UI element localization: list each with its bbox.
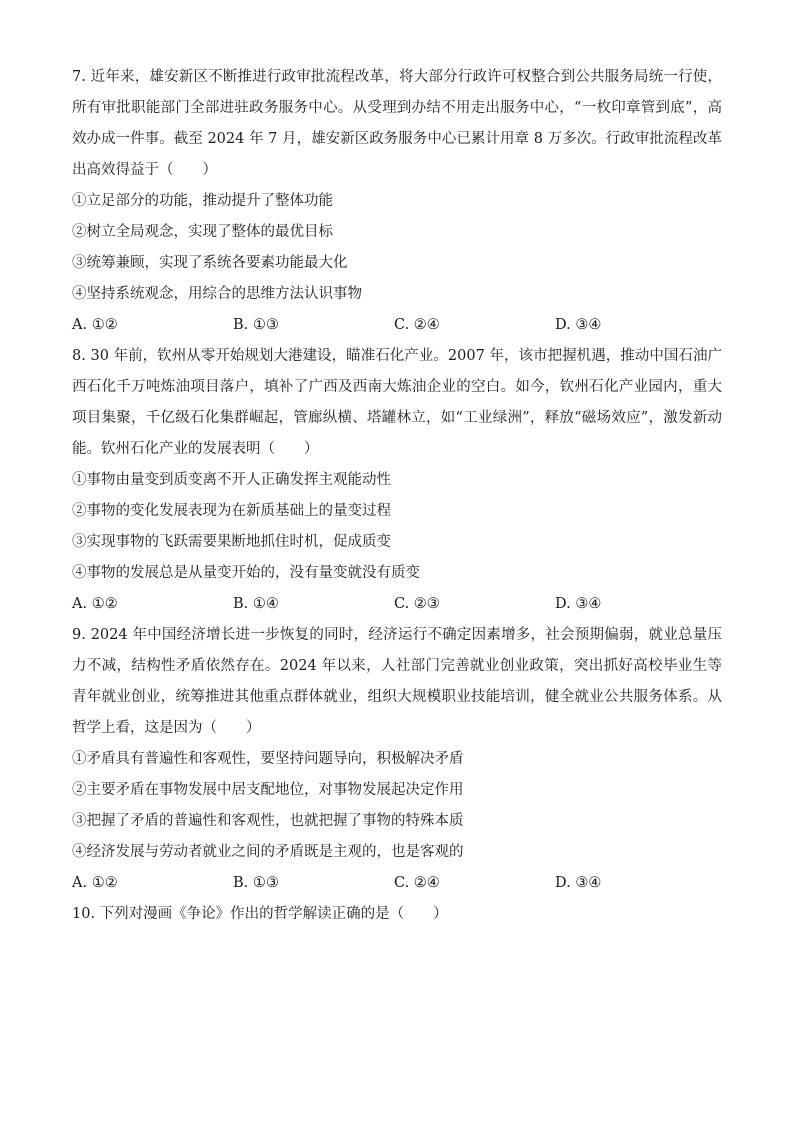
question-10	[72, 899, 722, 930]
question-8	[72, 341, 722, 620]
choice-b: B. ①④	[233, 596, 279, 612]
exam-page	[72, 62, 722, 930]
choice-b: B. ①③	[233, 317, 279, 333]
statement-2: ②事物的变化发展表现为在新质基础上的量变过程	[72, 503, 391, 519]
statement-3: ③把握了矛盾的普遍性和客观性，也就把握了事物的特殊本质	[72, 813, 464, 829]
statement-2: ②树立全局观念，实现了整体的最优目标	[72, 224, 333, 240]
answer-choices	[72, 589, 722, 620]
choice-d: D. ③④	[555, 596, 602, 612]
choice-c: C. ②③	[394, 596, 440, 612]
statement-3: ③统筹兼顾，实现了系统各要素功能最大化	[72, 255, 348, 271]
question-stem: 8. 30 年前，钦州从零开始规划大港建设，瞄准石化产业。2007 年，该市把握机遇，推动中国石油广西石化千万吨炼油项目落户，填补了广西及西南大炼油企业的空白。如今，钦州石化产业园内，重大项目集聚，千亿级石化集群崛起，管廊纵横、塔罐林立，如“工业绿洲”，释放“磁场效应”，激发新动能。钦州石化产业的发展表明（ ）	[72, 348, 722, 457]
choice-d: D. ③④	[555, 317, 602, 333]
choice-b: B. ①③	[233, 875, 279, 891]
statement-2: ②主要矛盾在事物发展中居支配地位，对事物发展起决定作用	[72, 782, 464, 798]
answer-choices	[72, 310, 722, 341]
question-stem: 10. 下列对漫画《争论》作出的哲学解读正确的是（ ）	[72, 906, 448, 922]
choice-c: C. ②④	[394, 875, 440, 891]
answer-choices	[72, 868, 722, 899]
question-stem: 7. 近年来，雄安新区不断推进行政审批流程改革，将大部分行政许可权整合到公共服务局统一行使，所有审批职能部门全部进驻政务服务中心。从受理到办结不用走出服务中心，“一枚印章管到底”，高效办成一件事。截至 2024 年 7 月，雄安新区政务服务中心已累计用章 8 万多次。行政审批流程改革出高效得益于（ ）	[72, 69, 722, 178]
choice-a: A. ①②	[72, 317, 118, 333]
statement-1: ①矛盾具有普遍性和客观性，要坚持问题导向，积极解决矛盾	[72, 751, 464, 767]
choice-a: A. ①②	[72, 596, 118, 612]
statement-4: ④经济发展与劳动者就业之间的矛盾既是主观的，也是客观的	[72, 844, 464, 860]
statement-4: ④事物的发展总是从量变开始的，没有量变就没有质变	[72, 565, 420, 581]
question-9	[72, 620, 722, 899]
statement-3: ③实现事物的飞跃需要果断地抓住时机，促成质变	[72, 534, 391, 550]
question-7	[72, 62, 722, 341]
statement-1: ①事物由量变到质变离不开人正确发挥主观能动性	[72, 472, 391, 488]
question-stem: 9. 2024 年中国经济增长进一步恢复的同时，经济运行不确定因素增多，社会预期偏弱，就业总量压力不减，结构性矛盾依然存在。2024 年以来，人社部门完善就业创业政策，突出抓好高校毕业生等青年就业创业，统筹推进其他重点群体就业，组织大规模职业技能培训，健全就业公共服务体系。从哲学上看，这是因为（ ）	[72, 627, 722, 736]
choice-d: D. ③④	[555, 875, 602, 891]
statement-1: ①立足部分的功能，推动提升了整体功能	[72, 193, 333, 209]
statement-4: ④坚持系统观念，用综合的思维方法认识事物	[72, 286, 362, 302]
choice-a: A. ①②	[72, 875, 118, 891]
choice-c: C. ②④	[394, 317, 440, 333]
